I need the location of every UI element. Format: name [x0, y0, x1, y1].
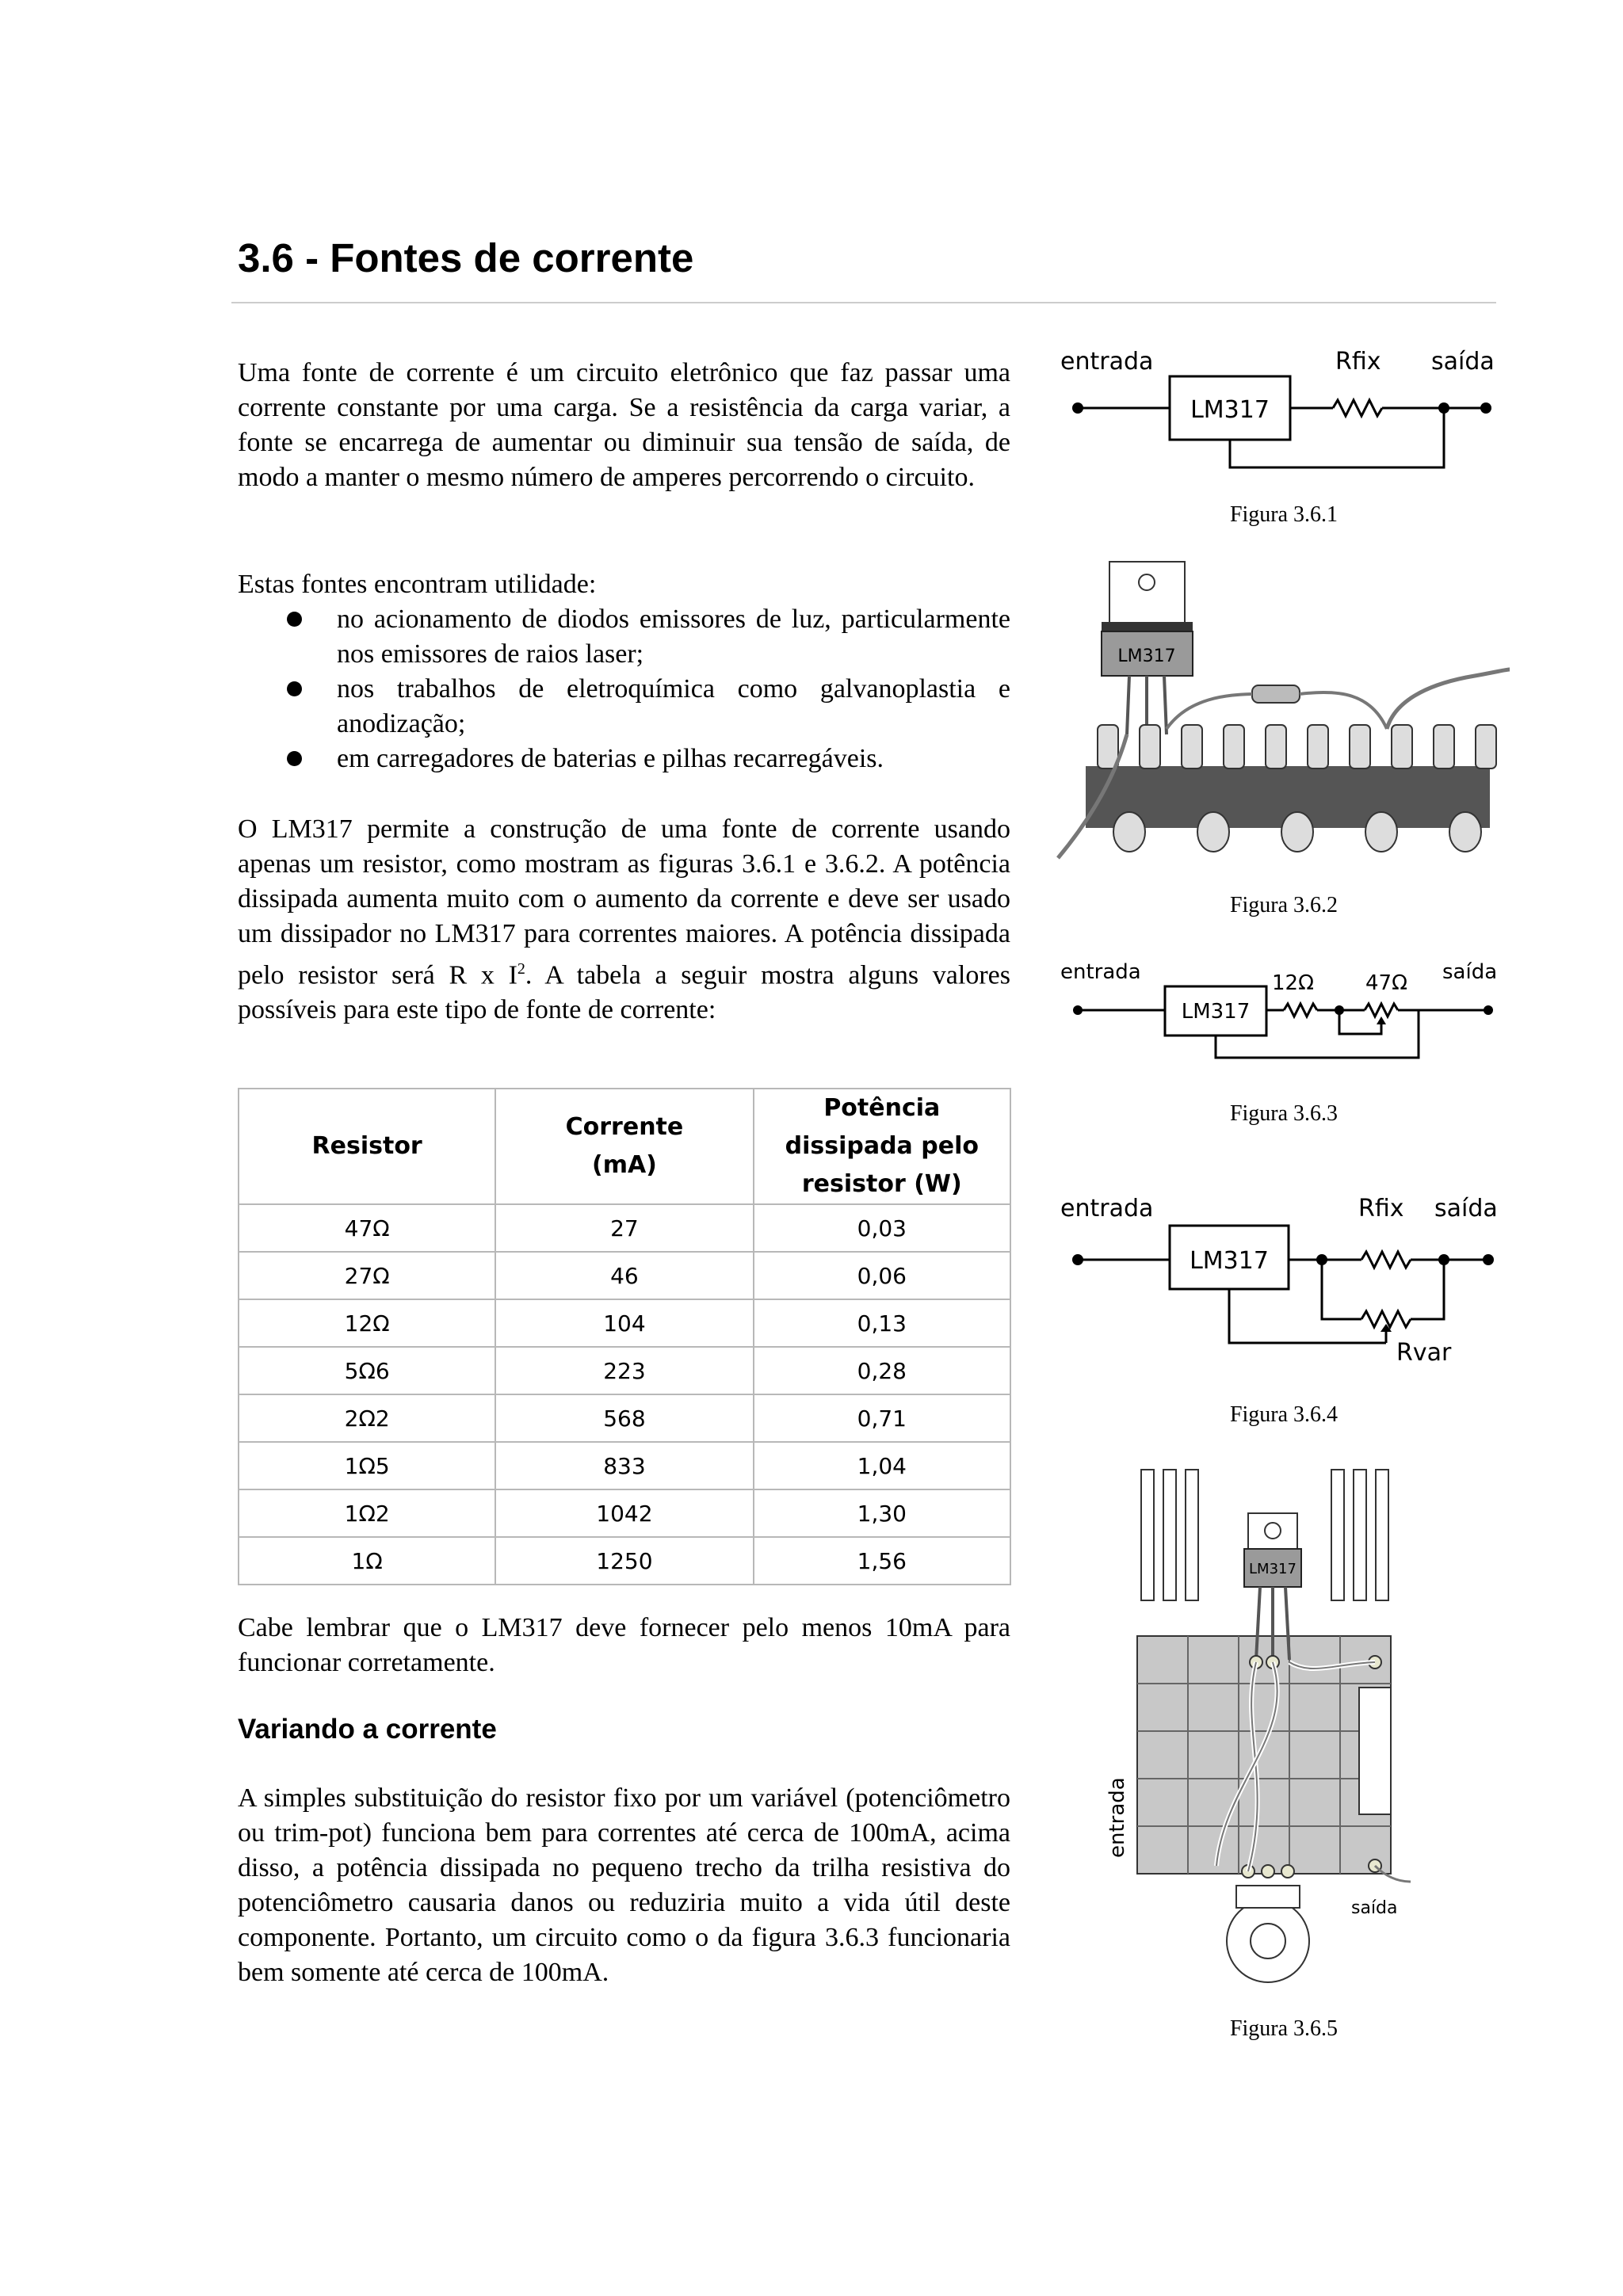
header-current: Corrente (mA) — [495, 1089, 753, 1204]
cell-current: 568 — [495, 1394, 753, 1442]
chip-label: LM317 — [1181, 1000, 1251, 1024]
bullet-icon — [287, 751, 302, 766]
input-label: entrada — [1106, 1777, 1129, 1858]
title-divider — [231, 302, 1496, 303]
figure-caption: Figura 3.6.4 — [1229, 1402, 1338, 1427]
cell-resistor: 2Ω2 — [239, 1394, 495, 1442]
cell-current: 223 — [495, 1347, 753, 1394]
cell-power: 0,03 — [754, 1204, 1010, 1252]
list-item-text: em carregadores de baterias e pilhas recarregáveis. — [337, 744, 884, 773]
output-label: saída — [1434, 1195, 1498, 1222]
figure-3-6-3-schematic — [1054, 955, 1514, 1081]
min-current-paragraph: Cabe lembrar que o LM317 deve fornecer pelo menos 10mA para funcionar corretamente. — [238, 1613, 1010, 1677]
table-row — [239, 1204, 1010, 1252]
rfix-symbol — [1361, 1252, 1411, 1268]
cell-power: 1,04 — [754, 1442, 1010, 1489]
bullet-icon — [287, 612, 302, 627]
table-row — [239, 1252, 1010, 1299]
r2-label: 47Ω — [1365, 971, 1407, 995]
cell-current: 27 — [495, 1204, 753, 1252]
list-item — [238, 672, 1010, 742]
cell-resistor: 5Ω6 — [239, 1347, 495, 1394]
figure-3-6-1-schematic — [1054, 341, 1514, 483]
cell-power: 0,06 — [754, 1252, 1010, 1299]
cell-resistor: 1Ω5 — [239, 1442, 495, 1489]
cell-resistor: 1Ω — [239, 1537, 495, 1585]
uses-list — [238, 602, 1010, 776]
input-label: entrada — [1060, 348, 1154, 376]
cell-current: 46 — [495, 1252, 753, 1299]
list-item-text: nos trabalhos de eletroquímica como galvanoplastia e anodização; — [337, 674, 1010, 738]
uses-intro: Estas fontes encontram utilidade: — [238, 570, 597, 599]
input-label: entrada — [1060, 1195, 1154, 1222]
chip-label: LM317 — [1190, 396, 1270, 424]
output-label: saída — [1431, 348, 1495, 376]
potentiometer-47-symbol — [1365, 1004, 1398, 1016]
cell-resistor: 12Ω — [239, 1299, 495, 1347]
table-row — [239, 1442, 1010, 1489]
figure-3-6-2-drawing — [1054, 559, 1514, 875]
bullet-icon — [287, 681, 302, 696]
table-row — [239, 1394, 1010, 1442]
resistor-label: Rfix — [1358, 1195, 1404, 1222]
chip-label: LM317 — [1249, 1561, 1296, 1577]
resistor — [1252, 685, 1300, 703]
output-label: saída — [1351, 1898, 1398, 1918]
list-item — [238, 602, 1010, 672]
cell-current: 1250 — [495, 1537, 753, 1585]
figure-3-6-5-drawing — [1098, 1466, 1430, 2004]
chip-label: LM317 — [1117, 646, 1176, 666]
variable-paragraph: A simples substituição do resistor fixo por um variável (potenciômetro ou trim-pot) funciona bem para correntes até cerca de 100mA, acima disso, a potência dissipada no pequeno trecho da trilha resistiva do potenciômetro causaria danos ou reduziria muito a vida útil deste componente. Portanto, um circuito como o da figura 3.6.3 funcionaria bem somente até cerca de 100mA. — [238, 1783, 1010, 1987]
cell-current: 104 — [495, 1299, 753, 1347]
figure-caption: Figura 3.6.2 — [1229, 893, 1338, 917]
lm317-paragraph — [238, 812, 1010, 1028]
header-resistor: Resistor — [239, 1089, 495, 1204]
table-row — [239, 1537, 1010, 1585]
figure-caption: Figura 3.6.5 — [1229, 2016, 1338, 2041]
input-label: entrada — [1060, 960, 1141, 984]
table-header-row — [239, 1089, 1010, 1204]
table-row — [239, 1299, 1010, 1347]
cell-power: 0,71 — [754, 1394, 1010, 1442]
cell-power: 0,13 — [754, 1299, 1010, 1347]
chip-label: LM317 — [1190, 1247, 1269, 1275]
values-table — [238, 1088, 1011, 1585]
resistor — [1359, 1688, 1391, 1814]
cell-resistor: 47Ω — [239, 1204, 495, 1252]
cell-current: 833 — [495, 1442, 753, 1489]
figure-caption: Figura 3.6.1 — [1229, 502, 1338, 527]
section-title: 3.6 - Fontes de corrente — [238, 235, 694, 280]
rvar-label: Rvar — [1396, 1339, 1452, 1367]
cell-power: 0,28 — [754, 1347, 1010, 1394]
figure-3-6-4-schematic — [1054, 1184, 1514, 1375]
resistor-12-symbol — [1284, 1004, 1317, 1016]
table-row — [239, 1347, 1010, 1394]
output-label: saída — [1442, 960, 1498, 984]
r1-label: 12Ω — [1272, 971, 1314, 995]
table-row — [239, 1489, 1010, 1537]
cell-current: 1042 — [495, 1489, 753, 1537]
list-item-text: no acionamento de diodos emissores de luz, particularmente nos emissores de raios laser; — [337, 605, 1010, 669]
cell-power: 1,56 — [754, 1537, 1010, 1585]
lm317-text: O LM317 permite a construção de uma fonte de corrente usando apenas um resistor, como mostram as figuras 3.6.1 e 3.6.2. A potência dissipada aumenta muito com o aumento da corrente e deve ser usado um dissipador no LM317 para correntes maiores. A potência dissipada pelo resistor será R x I — [238, 814, 1010, 990]
figure-caption: Figura 3.6.3 — [1229, 1101, 1338, 1126]
subheading: Variando a corrente — [238, 1714, 497, 1745]
intro-paragraph: Uma fonte de corrente é um circuito eletrônico que faz passar uma corrente constante por uma carga. Se a resistência da carga variar, a fonte se encarrega de aumentar ou diminuir sua tensão de saída, de modo a manter o mesmo número de amperes percorrendo o circuito. — [238, 358, 1010, 492]
header-power: Potência dissipada pelo resistor (W) — [754, 1089, 1010, 1204]
lm317-text-end: . A tabela a seguir mostra alguns valores possíveis para este tipo de fonte de corrente: — [238, 960, 1010, 1025]
list-item — [238, 742, 1010, 776]
circuit-board — [1137, 1636, 1391, 1874]
cell-power: 1,30 — [754, 1489, 1010, 1537]
power-exponent: 2 — [517, 960, 525, 978]
cell-resistor: 1Ω2 — [239, 1489, 495, 1537]
resistor-symbol — [1333, 400, 1382, 416]
cell-resistor: 27Ω — [239, 1252, 495, 1299]
resistor-label: Rfix — [1335, 348, 1381, 376]
